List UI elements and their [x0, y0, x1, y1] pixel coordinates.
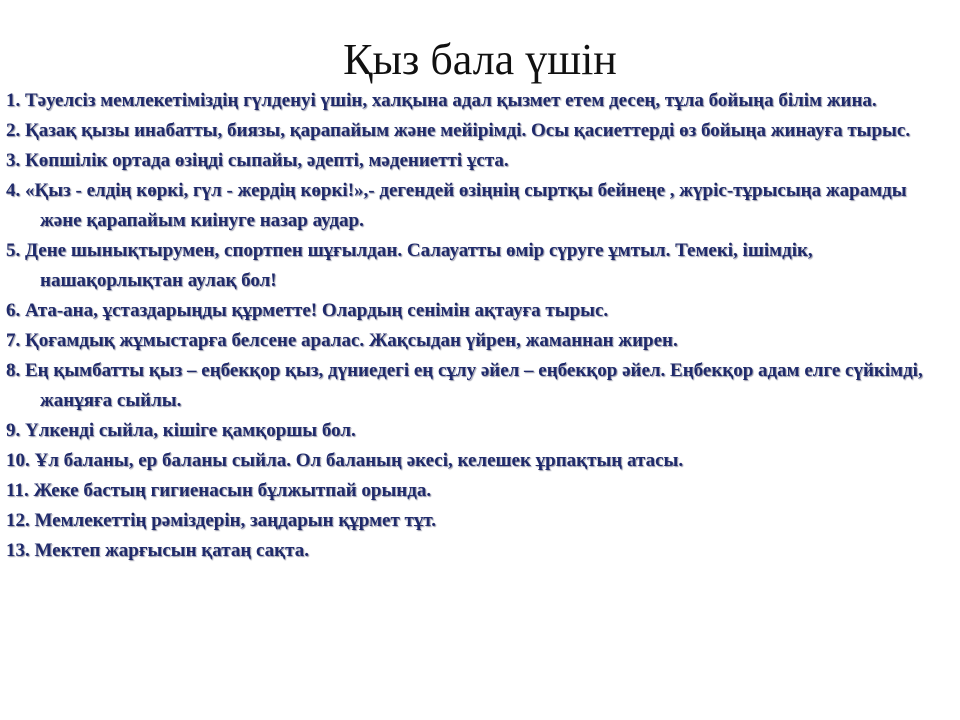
list-item [6, 236, 946, 296]
item-number: 12. [6, 510, 30, 531]
item-text: Ата-ана, ұстаздарыңды құрметте! Олардың сенімін ақтауға тырыс. [25, 300, 609, 321]
rules-list [6, 86, 946, 566]
list-item [6, 416, 946, 446]
item-number: 13. [6, 540, 30, 561]
item-text: Қоғамдық жұмыстарға белсене аралас. Жақсыдан үйрен, жаманнан жирен. [25, 330, 678, 351]
item-number: 3. [6, 150, 21, 171]
item-text: Дене шынықтырумен, спортпен шұғылдан. Салауатты өмір сүруге ұмтыл. Темекі, ішімдік, нашақорлықтан аулақ бол! [25, 240, 813, 291]
item-text: Тәуелсіз мемлекетіміздің гүлденуі үшін, халқына адал қызмет етем десең, тұла бойыңа білім жина. [25, 90, 877, 111]
item-number: 8. [6, 360, 21, 381]
list-item [6, 506, 946, 536]
item-number: 4. [6, 180, 21, 201]
item-number: 11. [6, 480, 29, 501]
item-text: Мемлекеттің рәміздерін, заңдарын құрмет тұт. [34, 510, 437, 531]
item-text: Ұл баланы, ер баланы сыйла. Ол баланың әкесі, келешек ұрпақтың атасы. [34, 450, 684, 471]
item-number: 1. [6, 90, 21, 111]
item-number: 2. [6, 120, 21, 141]
item-text: Ең қымбатты қыз – еңбекқор қыз, дүниедегі ең сұлу әйел – еңбекқор әйел. Еңбекқор адам елге сүйкімді, жанұяға сыйлы. [25, 360, 923, 411]
list-item [6, 326, 946, 356]
item-text: Қазақ қызы инабатты, биязы, қарапайым және мейірімді. Осы қасиеттерді өз бойыңа жинауға тырыс. [25, 120, 911, 141]
item-number: 7. [6, 330, 21, 351]
list-item [6, 356, 946, 416]
item-number: 9. [6, 420, 21, 441]
item-text: «Қыз - елдің көркі, гүл - жердің көркі!»,- дегендей өзіңнің сыртқы бейнеңе , жүріс-тұрысыңа жарамды және қарапайым киінуге назар аудар. [25, 180, 907, 231]
list-item [6, 176, 946, 236]
item-text: Жеке бастың гигиенасын бұлжытпай орында. [33, 480, 432, 501]
item-text: Көпшілік ортада өзіңді сыпайы, әдепті, мәдениетті ұста. [25, 150, 509, 171]
list-item [6, 446, 946, 476]
list-item [6, 86, 946, 116]
list-item [6, 476, 946, 506]
item-text: Мектеп жарғысын қатаң сақта. [34, 540, 309, 561]
list-item [6, 116, 946, 146]
list-item [6, 146, 946, 176]
list-item [6, 536, 946, 566]
item-number: 10. [6, 450, 30, 471]
item-number: 6. [6, 300, 21, 321]
list-item [6, 296, 946, 326]
slide-title: Қыз бала үшін [343, 35, 617, 84]
item-number: 5. [6, 240, 21, 261]
item-text: Үлкенді сыйла, кішіге қамқоршы бол. [25, 420, 356, 441]
